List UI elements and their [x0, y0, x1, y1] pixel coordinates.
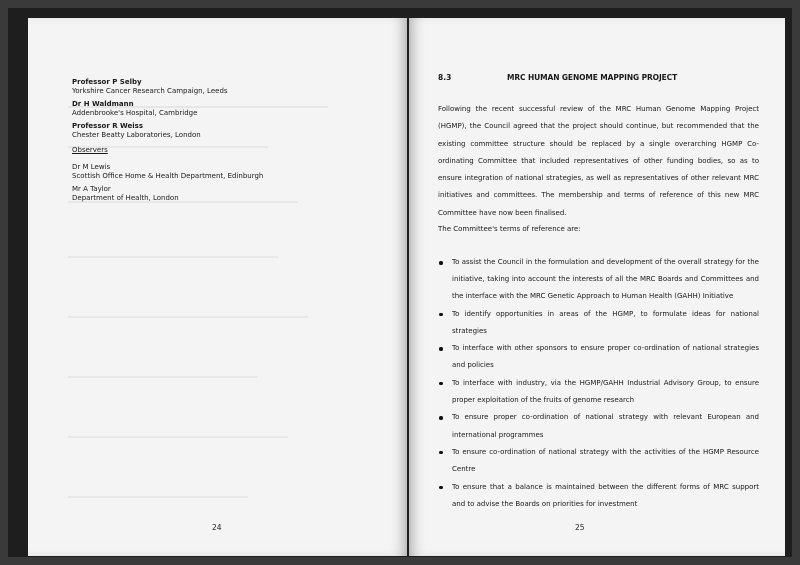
member-name: Professor R Weiss: [72, 122, 143, 130]
observer-name: Mr A Taylor: [72, 185, 111, 193]
member-affiliation: Chester Beatty Laboratories, London: [72, 130, 201, 139]
member-affiliation: Addenbrooke's Hospital, Cambridge: [72, 108, 198, 117]
section-title: MRC HUMAN GENOME MAPPING PROJECT: [507, 73, 678, 82]
member-entry: [72, 100, 197, 117]
page-number-right: 25: [575, 523, 585, 532]
list-item: To ensure proper co-ordination of national strategy with relevant European and international programmes: [438, 409, 759, 443]
bullet-icon: [439, 313, 443, 317]
book-spread: [8, 8, 792, 557]
terms-list: [438, 254, 759, 513]
member-name: Professor P Selby: [72, 78, 142, 86]
list-item: To identify opportunities in areas of the HGMP, to formulate ideas for national strategies: [438, 306, 759, 340]
observer-entry: [72, 185, 179, 202]
intro-paragraph: Following the recent successful review of the MRC Human Genome Mapping Project (HGMP), the Council agreed that the project should continue, but recommended that the existing committee structure should be replaced by a single overarching HGMP Co-ordinating Committee that included representatives of other funding bodies, so as to ensure integration of national strategies, as well as representatives of other relevant MRC initiatives and committees. The membership and terms of reference of this new MRC Committee have now been finalised.: [438, 105, 759, 217]
terms-heading: The Committee's terms of reference are:: [438, 225, 581, 233]
member-affiliation: Yorkshire Cancer Research Campaign, Leeds: [72, 86, 228, 95]
list-item: To assist the Council in the formulation and development of the overall strategy for the initiative, taking into account the interests of all the MRC Boards and Committees and the interface with the MRC Genetic Approach to Human Health (GAHH) Initiative: [438, 254, 759, 305]
observers-heading: Observers: [72, 146, 108, 154]
bullet-icon: [439, 347, 443, 351]
observer-entry: [72, 163, 263, 180]
bullet-icon: [439, 416, 443, 420]
list-item: To interface with industry, via the HGMP/GAHH Industrial Advisory Group, to ensure proper exploitation of the fruits of genome research: [438, 375, 759, 409]
page-number-left: 24: [212, 523, 222, 532]
bullet-icon: [439, 382, 443, 386]
member-entry: [72, 78, 228, 95]
member-name: Dr H Waldmann: [72, 100, 134, 108]
bullet-icon: [439, 451, 443, 455]
bullet-icon: [439, 261, 443, 265]
member-entry: [72, 122, 201, 139]
right-page: [409, 18, 785, 556]
observer-affiliation: Scottish Office Home & Health Department, Edinburgh: [72, 171, 264, 180]
observer-name: Dr M Lewis: [72, 163, 111, 171]
left-page: [28, 18, 407, 556]
observer-affiliation: Department of Health, London: [72, 193, 179, 202]
list-item: To ensure co-ordination of national strategy with the activities of the HGMP Resource Centre: [438, 444, 759, 478]
list-item: To ensure that a balance is maintained between the different forms of MRC support and to advise the Boards on priorities for investment: [438, 479, 759, 513]
list-item: To interface with other sponsors to ensure proper co-ordination of national strategies and policies: [438, 340, 759, 374]
bullet-icon: [439, 486, 443, 490]
section-number: 8.3: [438, 73, 452, 82]
